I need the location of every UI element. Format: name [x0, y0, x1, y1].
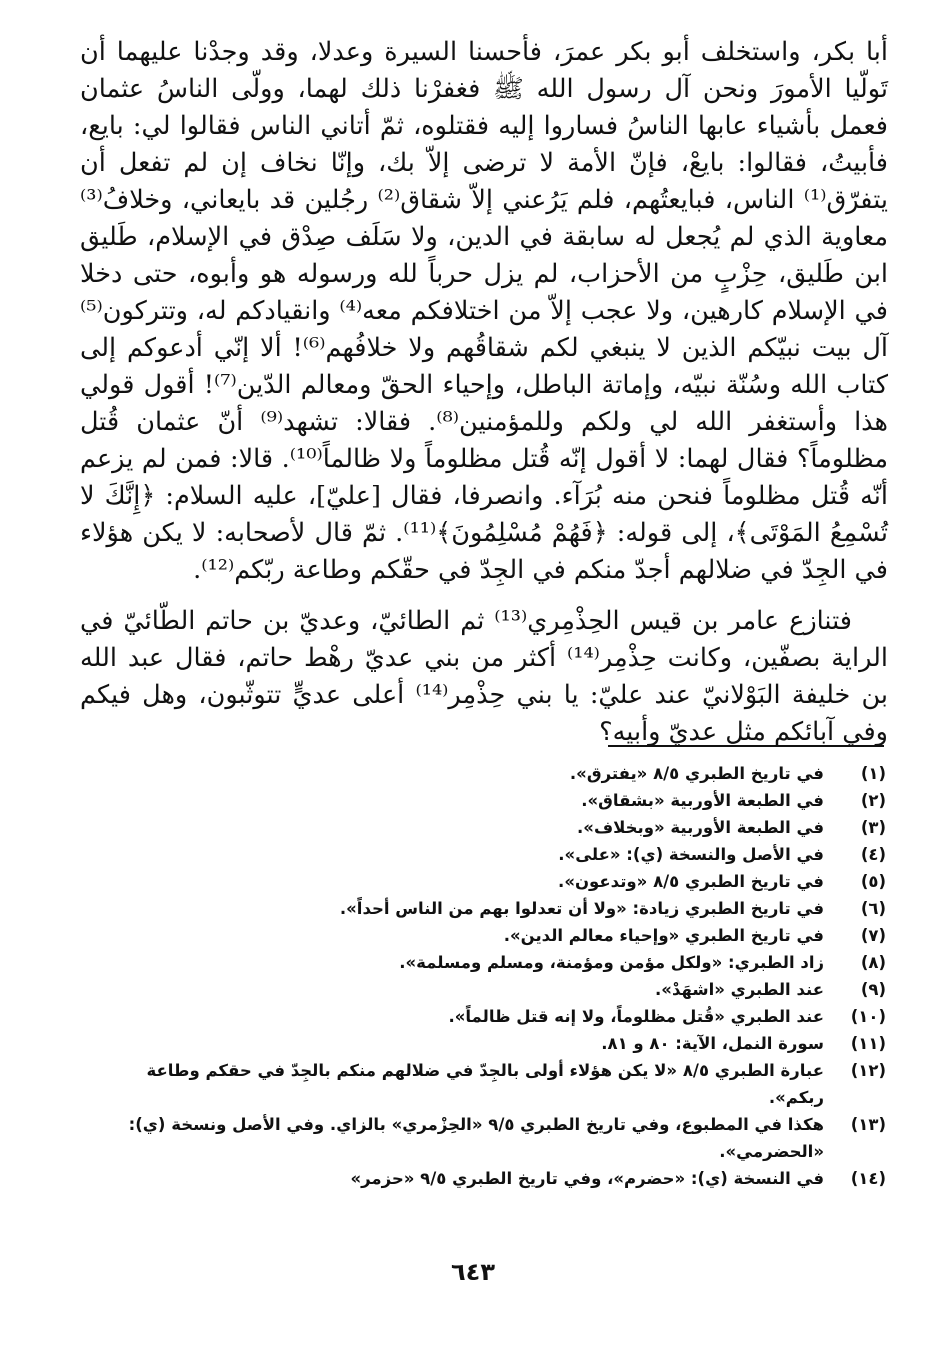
- footnote: [98, 760, 886, 787]
- page-number: ٦٤٣: [451, 1258, 495, 1286]
- footnote: [98, 895, 886, 922]
- footnotes: [98, 760, 886, 1192]
- footnote-number: (١١): [850, 1034, 886, 1053]
- paragraph-2: فتنازع عامر بن قيس الحِذْمِري⁽¹³⁾ ثم الطائيّ، وعديّ بن حاتم الطّائيّ في الراية بصفّين، وكانت حِذْمِر⁽¹⁴⁾ أكثر من بني عديّ رهْط حاتم، فقال عبد الله بن خليفة البَوْلانيّ عند عليّ: يا بني حِذْمِر⁽¹⁴⁾ أعلى عديٍّ تتوثّبون، وهل فيكم وفي آبائكم مثل عديّ وأبيه؟: [80, 606, 889, 747]
- footnote-text: في الطبعة الأوربية «بشقاق».: [581, 791, 824, 810]
- footnote-text: زاد الطبري: «ولكل مؤمن ومؤمنة، ومسلم ومسلمة».: [399, 953, 824, 972]
- footnote: [98, 868, 886, 895]
- footnote-text: عبارة الطبري ٨/٥ «لا يكن هؤلاء أولى بالجِدّ في ضلالهم منكم بالجِدّ في حقكم وطاعة ربكم».: [146, 1061, 824, 1107]
- main-text: [80, 34, 888, 751]
- footnote: [98, 1003, 886, 1030]
- footnote: [98, 976, 886, 1003]
- footnote-number: (٦): [860, 899, 886, 918]
- footnote-number: (١٢): [850, 1061, 886, 1080]
- footnote: [98, 922, 886, 949]
- footnote: [98, 1165, 886, 1192]
- footnote-text: في الطبعة الأوربية «وبخلاف».: [577, 818, 824, 837]
- paragraph-1: أبا بكر، واستخلف أبو بكر عمرَ، فأحسنا السيرة وعدلا، وقد وجدْنا عليهما أن تَولّيا الأمورَ ونحن آل رسول الله ﷺ فغفرْنا ذلك لهما، وولّى الناسُ عثمان فعمل بأشياء عابها الناسُ فساروا إليه فقتلوه، ثمّ أتاني الناس فقالوا لي: بايع، فأبيتُ، فقالوا: بايعْ، فإنّ الأمة لا ترضى إلاّ بك، وإنّا نخاف إن لم تفعل أن يتفرّق⁽¹⁾ الناس، فبايعتُهم، فلم يَرُعني إلاّ شقاق⁽²⁾ رجُلين قد بايعاني، وخلافُ⁽³⁾ معاوية الذي لم يُجعل له سابقة في الدين، ولا سَلَف صِدْق في الإسلام، طَليق ابن طَليق، حِزْبٍ من الأحزاب، لم يزل حرباً لله ورسوله هو وأبوه، حتى دخلا في الإسلام كارهين، ولا عجب إلاّ من اختلافكم معه⁽⁴⁾ وانقيادكم له، وتتركون⁽⁵⁾ آل بيت نبيّكم الذين لا ينبغي لكم شقاقُهم ولا خلافُهم⁽⁶⁾! ألا إنّي أدعوكم إلى كتاب الله وسُنّة نبيّه، وإماتة الباطل، وإحياء الحقّ ومعالم الدّين⁽⁷⁾! أقول قولي هذا وأستغفر الله لي ولكم وللمؤمنين⁽⁸⁾. فقالا: تشهد⁽⁹⁾ أنّ عثمان قُتل مظلوماً؟ فقال لهما: لا أقول إنّه قُتل مظلوماً ولا ظالماً⁽¹⁰⁾. قالا: فمن لم يزعم أنّه قُتل مظلوماً فنحن منه بُرَآء. وانصرفا، فقال [عليّ]، عليه السلام: ﴿إِنَّكَ لا تُسْمِعُ المَوْتَى﴾، إلى قوله: ﴿فَهُمْ مُسْلِمُونَ﴾⁽¹¹⁾. ثمّ قال لأصحابه: لا يكن هؤلاء في الجِدّ في ضلالهم أجدّ منكم في الجِدّ في حقّكم وطاعة ربّكم⁽¹²⁾.: [80, 37, 889, 585]
- footnote-number: (١): [860, 764, 886, 783]
- footnote-number: (١٣): [850, 1115, 886, 1134]
- footnote: [98, 1057, 886, 1111]
- footnote-text: في النسخة (ي): «حضرم»، وفي تاريخ الطبري ٩/٥ «حزمر»: [350, 1169, 824, 1188]
- footnote-number: (١٠): [850, 1007, 886, 1026]
- footnote-text: في تاريخ الطبري زيادة: «ولا أن تعدلوا بهم من الناس أحداً».: [339, 899, 824, 918]
- footnote: [98, 787, 886, 814]
- footnote-divider: [608, 745, 884, 747]
- footnote-number: (٧): [860, 926, 886, 945]
- footnote-number: (٥): [860, 872, 886, 891]
- footnote: [98, 814, 886, 841]
- footnote-text: عند الطبري «اشهَدْ».: [655, 980, 824, 999]
- footnote-text: في تاريخ الطبري ٨/٥ «وتدعون».: [558, 872, 824, 891]
- footnote-text: في تاريخ الطبري ٨/٥ «يفترق».: [569, 764, 824, 783]
- footnote: [98, 949, 886, 976]
- footnote-number: (٣): [860, 818, 886, 837]
- footnote-text: هكذا في المطبوع، وفي تاريخ الطبري ٩/٥ «الحِزْمري» بالزاي. وفي الأصل ونسخة (ي): «الحضرمي».: [128, 1115, 824, 1161]
- footnote: [98, 1030, 886, 1057]
- footnote-number: (٢): [860, 791, 886, 810]
- footnote-text: سورة النمل، الآية: ٨٠ و ٨١.: [601, 1034, 824, 1053]
- footnote-text: في الأصل والنسخة (ي): «على».: [558, 845, 824, 864]
- footnote-number: (١٤): [850, 1169, 886, 1188]
- footnote-text: عند الطبري «قُتل مظلوماً، ولا إنه قتل ظالماً».: [448, 1007, 824, 1026]
- footnote: [98, 1111, 886, 1165]
- footnote-number: (٨): [860, 953, 886, 972]
- footnote-text: في تاريخ الطبري «وإحياء معالم الدين».: [503, 926, 824, 945]
- footnote: [98, 841, 886, 868]
- footnote-number: (٩): [860, 980, 886, 999]
- footnote-number: (٤): [860, 845, 886, 864]
